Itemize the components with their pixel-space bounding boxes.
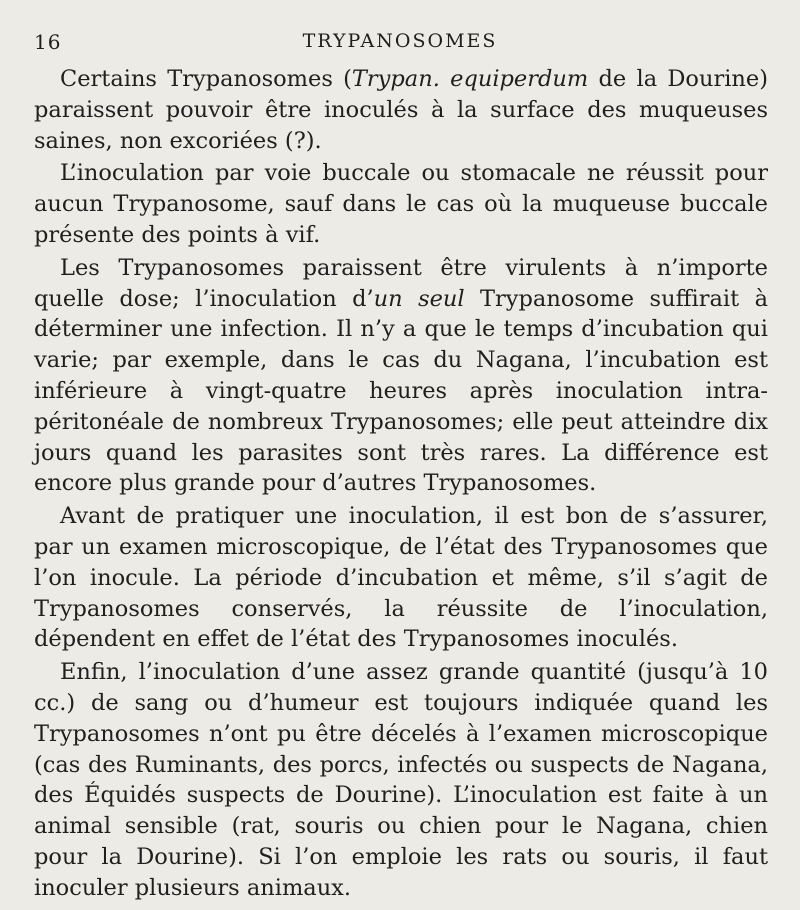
page-header [0,22,800,58]
paragraph-3-text-a: Les Trypanosomes paraissent être virulents à n’importe quelle dose; l’inoculation d’ [34,254,768,312]
paragraph-4: Avant de pratiquer une inoculation, il est bon de s’assurer, par un examen microscopique, de l’état des Trypanosomes que l’on inocule. La période d’incubation et même, s’il s’agit de Trypanosomes conservés, la réussite de l’inoculation, dépendent en effet de l’état des Trypanosomes inoculés. [34,503,768,653]
paragraph-1-text-a: Certains Trypanosomes ( [60,66,352,92]
paragraph-1 [34,64,768,156]
paragraph-3 [34,253,768,499]
paragraph-2: L’inoculation par voie buccale ou stomacale ne réussit pour aucun Trypanosome, sauf dans le cas où la muqueuse buccale présente des points à vif. [34,160,768,248]
page-number: 16 [34,30,62,54]
paragraph-3-text-b: Trypanosome suffirait à déterminer une infection. Il n’y a que le temps d’incubation qui varie; par exemple, dans le cas du Nagana, l’incubation est inférieure à vingt-quatre heures après inoculation intra-péritonéale de nombreux Trypanosomes; elle peut atteindre dix jours quand les parasites sont très rares. La différence est encore plus grande pour d’autres Trypanosomes. [34,285,768,497]
paragraph-1-text-b: de la Dourine) paraissent pouvoir être inoculés à la surface des muqueuses saines, non excoriées (?). [34,66,768,154]
paragraph-3-italic: un seul [373,285,465,312]
page-body [34,64,768,904]
running-title: TRYPANOSOMES [302,30,498,52]
paragraph-5: Enfin, l’inoculation d’une assez grande quantité (jusqu’à 10 cc.) de sang ou d’humeur est toujours indiquée quand les Trypanosomes n’ont pu être décelés à l’examen microscopique (cas des Ruminants, des porcs, infectés ou suspects de Nagana, des Équidés suspects de Dourine). L’inoculation est faite à un animal sensible (rat, souris ou chien pour le Nagana, chien pour la Dourine). Si l’on emploie les rats ou souris, il faut inoculer plusieurs animaux. [34,659,768,901]
paragraph-1-italic: Trypan. equiperdum [351,66,589,92]
